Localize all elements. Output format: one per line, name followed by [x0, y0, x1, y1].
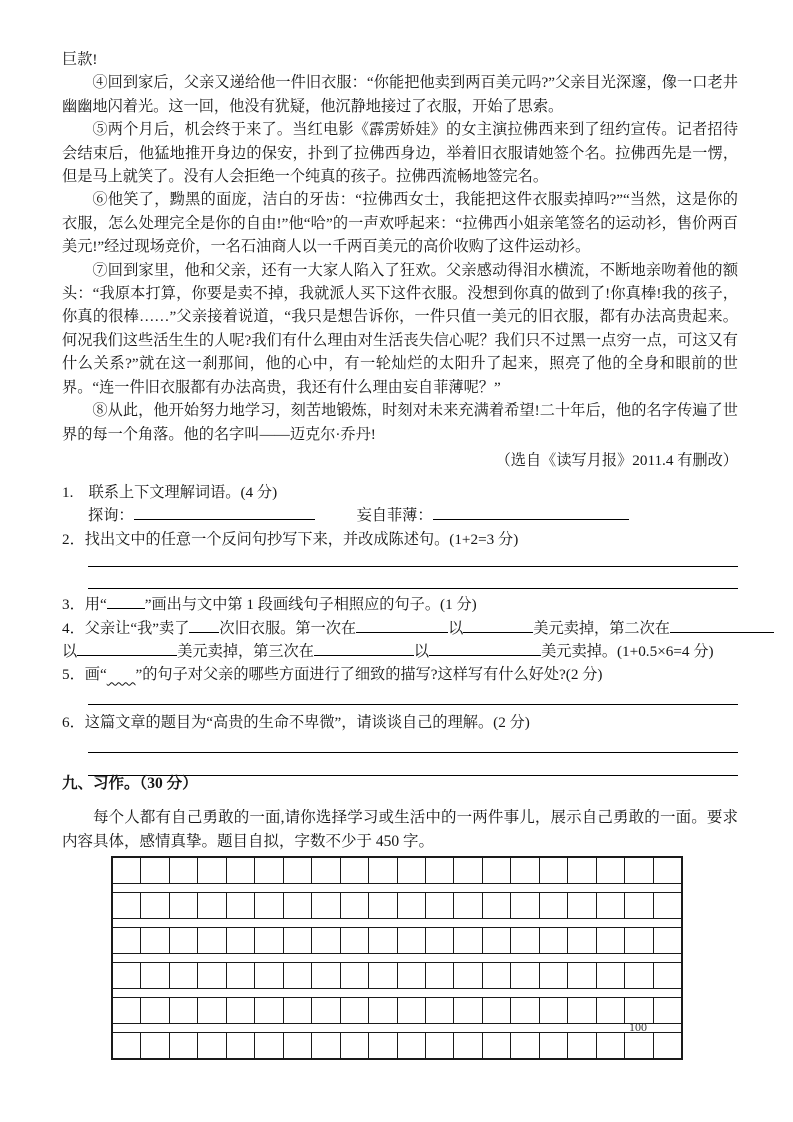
- grid-cell: [540, 963, 568, 988]
- question-list: [62, 481, 738, 776]
- question-3: [62, 593, 738, 616]
- grid-cell: [255, 858, 283, 883]
- grid-cell: [284, 1033, 312, 1058]
- grid-cell: [597, 998, 625, 1023]
- grid-cell: [255, 1033, 283, 1058]
- grid-row: [113, 998, 681, 1024]
- grid-cell: [170, 928, 198, 953]
- grid-cell: [540, 1033, 568, 1058]
- grid-cell: [141, 963, 169, 988]
- grid-cell: [511, 893, 539, 918]
- grid-cell: [284, 963, 312, 988]
- grid-cell: [141, 858, 169, 883]
- grid-cell: [141, 1033, 169, 1058]
- grid-cell: [426, 858, 454, 883]
- grid-cell: [426, 1033, 454, 1058]
- answer-line: [88, 687, 738, 705]
- grid-cell: [312, 858, 340, 883]
- grid-cell: [141, 893, 169, 918]
- grid-strip: [113, 1020, 681, 1034]
- grid-cell: [568, 928, 596, 953]
- grid-cell: [540, 858, 568, 883]
- grid-cell: [369, 1033, 397, 1058]
- question-5-text-a: 5．画“: [62, 666, 107, 684]
- grid-cell: [227, 858, 255, 883]
- grid-cell: [454, 928, 482, 953]
- grid-cell: [398, 963, 426, 988]
- grid-cell: [426, 928, 454, 953]
- grid-cell: [341, 893, 369, 918]
- grid-cell: [141, 928, 169, 953]
- grid-cell: [341, 928, 369, 953]
- grid-cell: [113, 998, 141, 1023]
- grid-row: [113, 893, 681, 919]
- grid-cell: [654, 858, 681, 883]
- fill-blank: [356, 617, 448, 633]
- fill-blank: [134, 504, 315, 520]
- grid-cell: [625, 893, 653, 918]
- char-count-marker: 100: [629, 1020, 647, 1034]
- grid-cell: [227, 928, 255, 953]
- grid-row: [113, 963, 681, 989]
- grid-cell: [654, 998, 681, 1023]
- grid-cell: [170, 963, 198, 988]
- grid-cell: [426, 998, 454, 1023]
- grid-cell: [654, 963, 681, 988]
- grid-cell: [398, 928, 426, 953]
- grid-cell: [170, 1033, 198, 1058]
- question-4-text-h: 美元卖掉。(1+0.5×6=4 分): [541, 643, 714, 661]
- grid-cell: [113, 963, 141, 988]
- question-3-text-a: 3．用“: [62, 596, 107, 614]
- term-label-wangzifeibo: 妄自菲薄：: [356, 507, 433, 525]
- grid-cell: [341, 1033, 369, 1058]
- fill-blank: [107, 593, 145, 609]
- answer-line: [88, 734, 738, 753]
- grid-cell: [284, 858, 312, 883]
- passage-paragraph-7: ⑦回到家里，他和父亲，还有一大家人陷入了狂欢。父亲感动得泪水横流，不断地亲吻着他的额头：“我原本打算，你要是卖不掉，我就派人买下这件衣服。没想到你真的做到了!你真棒!我的孩子，你真的很棒……”父亲接着说道，“我只是想告诉你，一件只值一美元的旧衣服，都有办法高贵起来。何况我们这些活生生的人呢?我们有什么理由对生活丧失信心呢？我们只不过黑一点穷一点，可这又有什么关系?”就在这一刹那间，他的心中，有一轮灿烂的太阳升了起来，照亮了他的全身和眼前的世界。“连一件旧衣服都有办法高贵，我还有什么理由妄自菲薄呢？”: [62, 261, 738, 396]
- grid-cell: [198, 858, 226, 883]
- grid-cell: [597, 1033, 625, 1058]
- grid-row: [113, 928, 681, 954]
- fill-blank: [189, 617, 219, 633]
- grid-cell: [568, 1033, 596, 1058]
- grid-cell: [454, 963, 482, 988]
- grid-strip: [113, 884, 681, 893]
- grid-cell: [227, 1033, 255, 1058]
- reading-passage: [62, 48, 738, 472]
- grid-cell: [284, 928, 312, 953]
- question-3-text-b: ”画出与文中第 1 段画线句子相照应的句子。(1 分): [144, 596, 477, 614]
- grid-cell: [597, 893, 625, 918]
- grid-cell: [625, 963, 653, 988]
- grid-cell: [625, 928, 653, 953]
- passage-paragraph-8: ⑧从此，他开始努力地学习，刻苦地锻炼，时刻对未来充满着希望!二十年后，他的名字传遍了世界的每一个角落。他的名字叫——迈克尔·乔丹!: [62, 402, 738, 443]
- grid-cell: [511, 1033, 539, 1058]
- grid-cell: [341, 998, 369, 1023]
- grid-cell: [540, 893, 568, 918]
- grid-cell: [170, 858, 198, 883]
- wavy-line-mark: [107, 663, 136, 686]
- fill-blank: [433, 504, 629, 520]
- grid-cell: [597, 928, 625, 953]
- grid-cell: [483, 858, 511, 883]
- fill-blank: [463, 617, 533, 633]
- grid-cell: [369, 963, 397, 988]
- grid-cell: [198, 963, 226, 988]
- grid-cell: [312, 1033, 340, 1058]
- answer-line: [88, 551, 738, 567]
- source-attribution: （选自《读写月报》2011.4 有删改）: [495, 451, 738, 469]
- grid-cell: [597, 858, 625, 883]
- grid-cell: [113, 858, 141, 883]
- grid-cell: [312, 893, 340, 918]
- grid-cell: [255, 928, 283, 953]
- grid-cell: [597, 963, 625, 988]
- grid-cell: [654, 1033, 681, 1058]
- grid-cell: [398, 998, 426, 1023]
- question-4-line-1: [62, 617, 738, 640]
- question-5-text-b: ”的句子对父亲的哪些方面进行了细致的描写?这样写有什么好处?(2 分): [135, 666, 603, 684]
- grid-cell: [369, 998, 397, 1023]
- grid-cell: [398, 1033, 426, 1058]
- grid-cell: [398, 893, 426, 918]
- grid-cell: [227, 893, 255, 918]
- passage-paragraph-4: ④回到家后，父亲又递给他一件旧衣服：“你能把他卖到两百美元吗?”父亲目光深邃，像一口老井幽幽地闪着光。这一回，他没有犹疑，他沉静地接过了衣服，开始了思索。: [62, 74, 738, 115]
- grid-cell: [369, 928, 397, 953]
- section-heading: 九、习作。（30 分）: [62, 775, 198, 792]
- question-4-text-d: 美元卖掉，第二次在: [533, 619, 670, 637]
- grid-cell: [511, 928, 539, 953]
- term-label-tanxun: 探询：: [88, 507, 134, 525]
- essay-prompt: 每个人都有自己勇敢的一面,请你选择学习或生活中的一两件事儿，展示自己勇敢的一面。要求内容具体，感情真挚。题目自拟，字数不少于 450 字。: [62, 809, 738, 850]
- grid-cell: [170, 893, 198, 918]
- grid-cell: [113, 928, 141, 953]
- question-6: 6．这篇文章的题目为“高贵的生命不卑微”，请谈谈自己的理解。(2 分): [62, 713, 530, 731]
- grid-cell: [255, 893, 283, 918]
- grid-cell: [198, 893, 226, 918]
- fill-blank: [314, 640, 414, 656]
- fill-blank: [670, 617, 774, 633]
- grid-cell: [170, 998, 198, 1023]
- grid-cell: [227, 963, 255, 988]
- grid-cell: [284, 893, 312, 918]
- answer-line: [88, 567, 738, 589]
- question-1-answer-row: [62, 504, 738, 527]
- question-5: [62, 663, 738, 686]
- composition-section: [62, 772, 738, 853]
- question-4-text-c: 以: [448, 619, 464, 637]
- grid-cell: [113, 893, 141, 918]
- grid-cell: [312, 998, 340, 1023]
- question-1: 1. 联系上下文理解词语。(4 分): [62, 484, 278, 501]
- grid-cell: [654, 928, 681, 953]
- grid-cell: [568, 998, 596, 1023]
- grid-cell: [227, 998, 255, 1023]
- grid-cell: [255, 998, 283, 1023]
- grid-cell: [454, 858, 482, 883]
- question-4-text-f: 美元卖掉，第三次在: [177, 643, 314, 661]
- grid-cell: [198, 998, 226, 1023]
- question-4-line-2: [62, 640, 738, 663]
- grid-cell: [568, 858, 596, 883]
- fill-blank: [77, 640, 177, 656]
- grid-cell: [511, 963, 539, 988]
- grid-cell: [198, 1033, 226, 1058]
- grid-cell: [341, 963, 369, 988]
- grid-cell: [625, 858, 653, 883]
- grid-cell: [568, 963, 596, 988]
- grid-cell: [369, 858, 397, 883]
- grid-cell: [454, 1033, 482, 1058]
- fill-blank: [429, 640, 541, 656]
- grid-cell: [568, 893, 596, 918]
- grid-cell: [341, 858, 369, 883]
- essay-grid: [111, 856, 683, 1060]
- grid-strip: [113, 919, 681, 928]
- grid-cell: [654, 893, 681, 918]
- grid-cell: [141, 998, 169, 1023]
- grid-cell: [312, 963, 340, 988]
- grid-cell: [255, 963, 283, 988]
- grid-cell: [483, 893, 511, 918]
- grid-cell: [483, 1033, 511, 1058]
- grid-cell: [511, 858, 539, 883]
- question-4-text-e: 以: [62, 643, 78, 661]
- passage-continuation-fragment: 巨款!: [62, 51, 98, 68]
- grid-cell: [312, 928, 340, 953]
- question-4-text-b: 次旧衣服。第一次在: [219, 619, 357, 637]
- grid-strip: [113, 989, 681, 998]
- grid-cell: [454, 998, 482, 1023]
- grid-cell: [398, 858, 426, 883]
- grid-cell: [483, 998, 511, 1023]
- grid-cell: [483, 963, 511, 988]
- grid-strip: [113, 954, 681, 963]
- passage-paragraph-6: ⑥他笑了，黝黑的面庞，洁白的牙齿：“拉佛西女士，我能把这件衣服卖掉吗?”“当然，这是你的衣服，怎么处理完全是你的自由!”他“哈”的一声欢呼起来：“拉佛西小姐亲笔签名的运动衫，售价两百美元!”经过现场竞价，一名石油商人以一千两百美元的高价收购了这件运动衫。: [62, 191, 738, 256]
- grid-cell: [426, 963, 454, 988]
- question-4-text-g: 以: [413, 643, 430, 661]
- grid-cell: [454, 893, 482, 918]
- grid-row: [113, 858, 681, 884]
- question-4-text-a: 4．父亲让“我”卖了: [62, 619, 190, 637]
- grid-cell: [511, 998, 539, 1023]
- grid-cell: [198, 928, 226, 953]
- grid-cell: [540, 998, 568, 1023]
- grid-cell: [483, 928, 511, 953]
- grid-cell: [113, 1033, 141, 1058]
- grid-row: [113, 1033, 681, 1058]
- grid-cell: [369, 893, 397, 918]
- passage-paragraph-5: ⑤两个月后，机会终于来了。当红电影《霹雳娇娃》的女主演拉佛西来到了纽约宣传。记者招待会结束后，他猛地推开身边的保安，扑到了拉佛西身边，举着旧衣服请她签个名。拉佛西先是一愣，但是马上就笑了。没有人会拒绝一个纯真的孩子。拉佛西流畅地签完名。: [62, 121, 738, 186]
- grid-cell: [284, 998, 312, 1023]
- grid-cell: [540, 928, 568, 953]
- grid-cell: [426, 893, 454, 918]
- grid-cell: [625, 1033, 653, 1058]
- question-2: 2．找出文中的任意一个反问句抄写下来，并改成陈述句。(1+2=3 分): [62, 530, 519, 548]
